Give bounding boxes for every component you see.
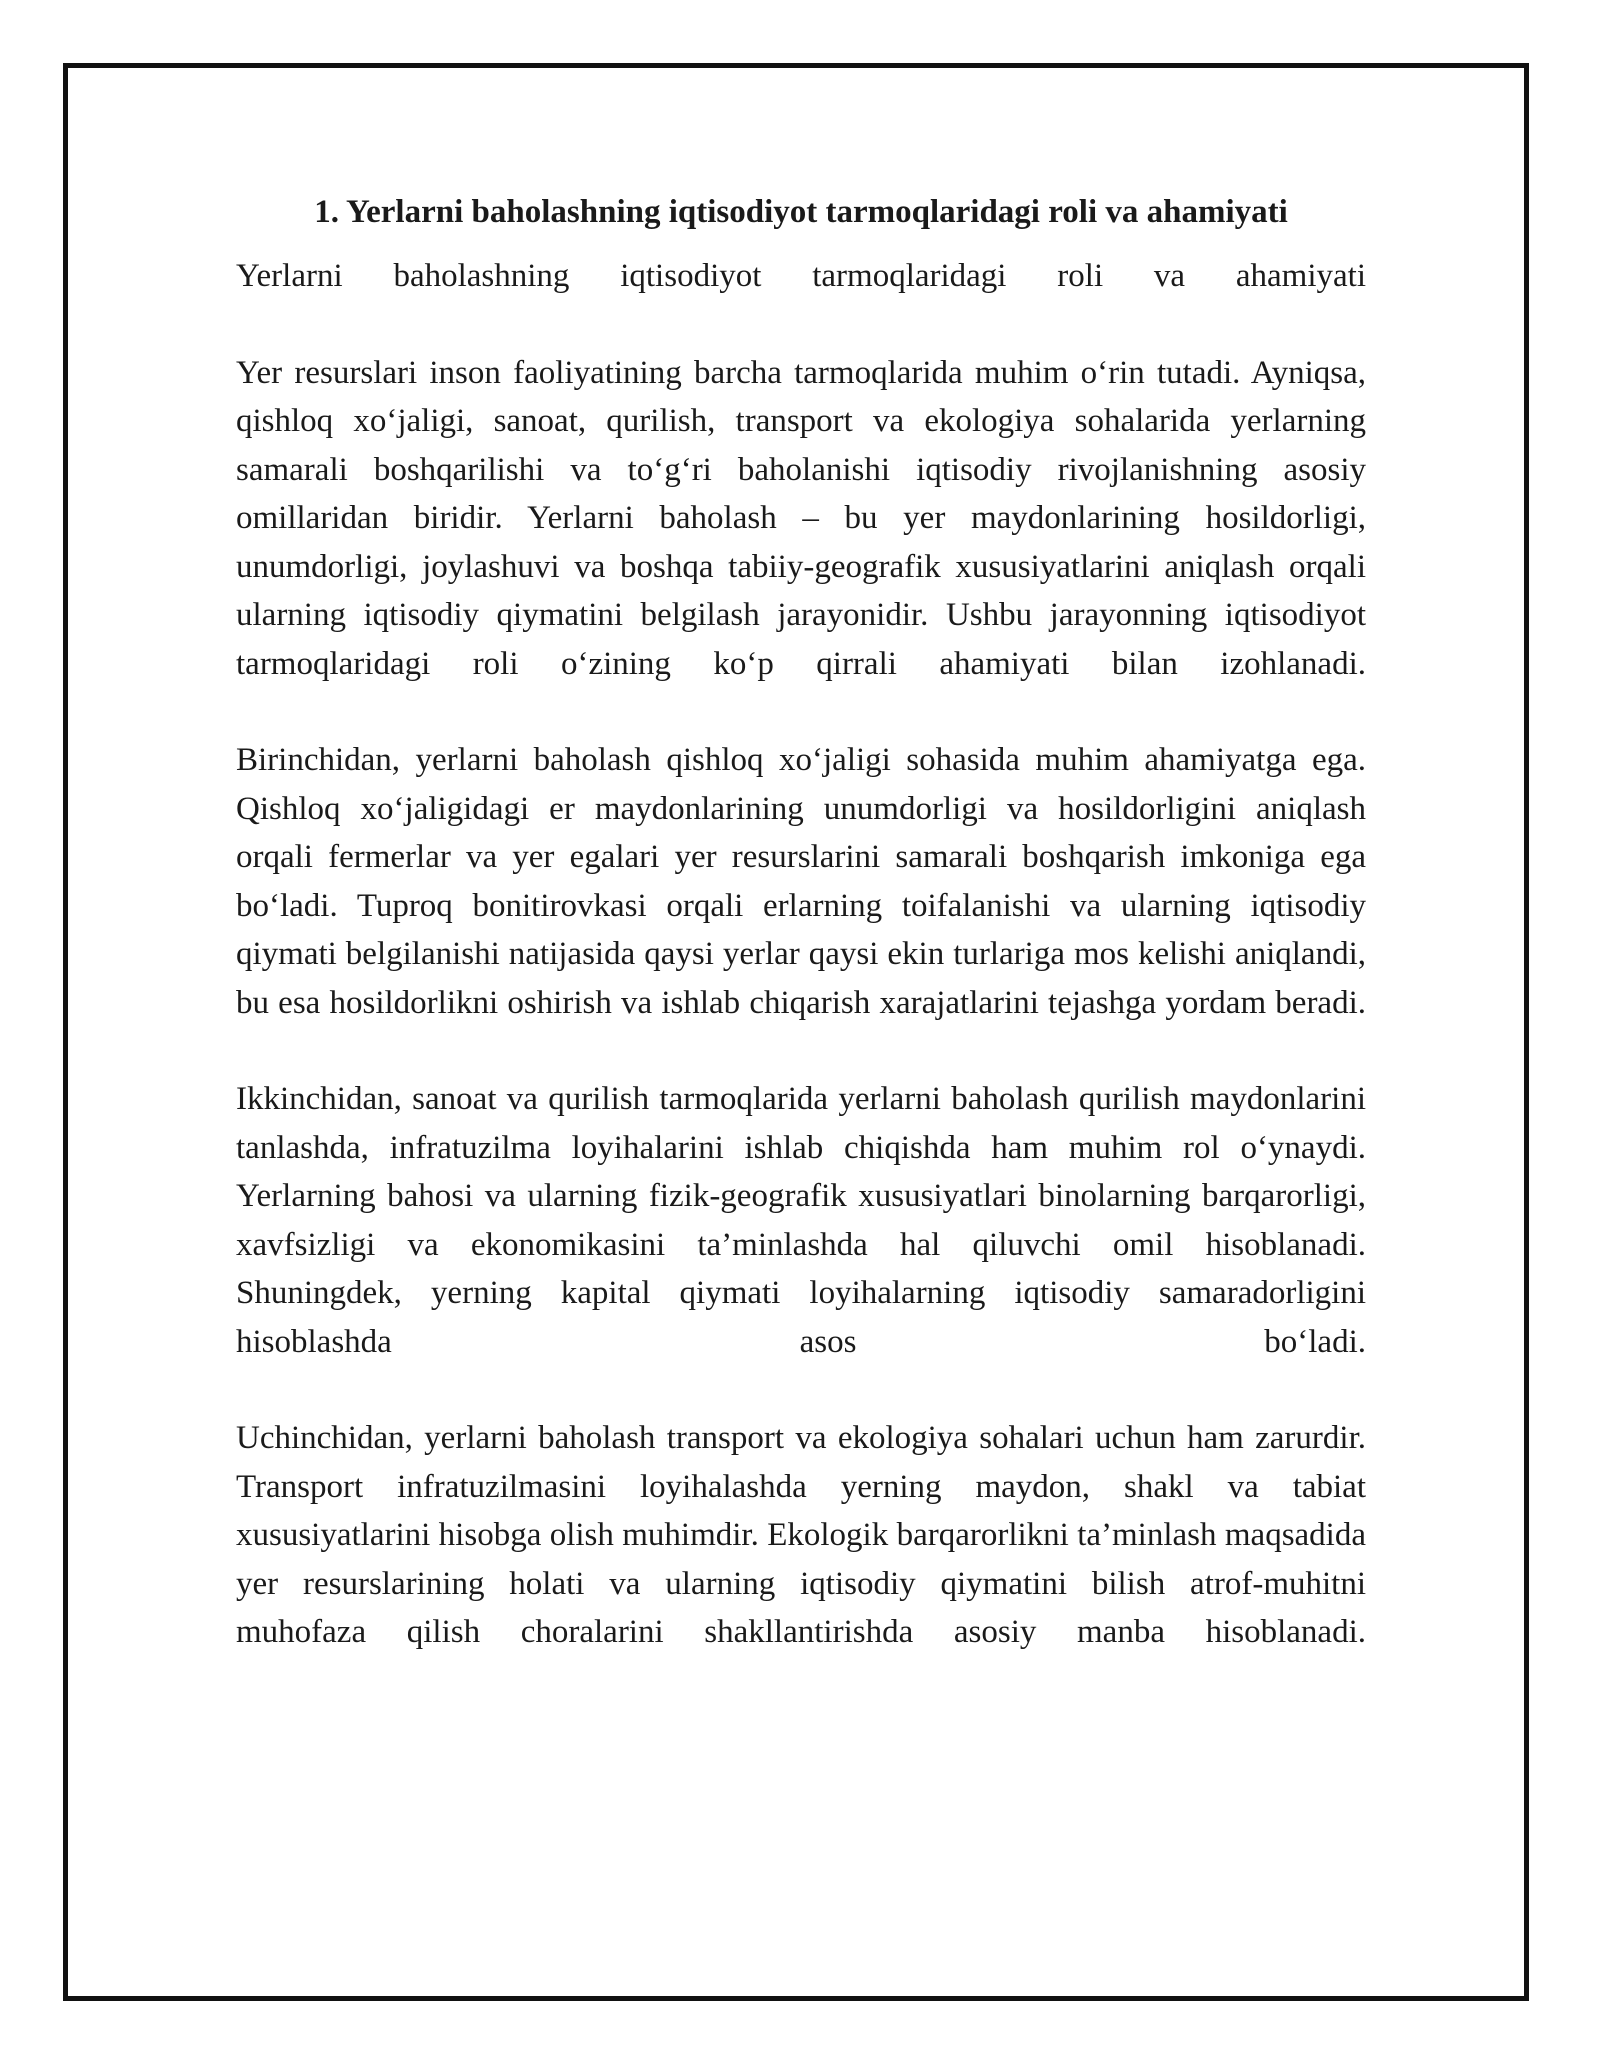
document-body bbox=[236, 186, 1366, 1705]
document-title: 1. Yerlarni baholashning iqtisodiyot tarmoqlaridagi roli va ahamiyati bbox=[314, 194, 1288, 230]
heading-repeat-paragraph: Yerlarni baholashning iqtisodiyot tarmoqlaridagi roli va ahamiyati bbox=[236, 258, 1366, 294]
intro-paragraph: Yer resurslari inson faoliyatining barcha tarmoqlarida muhim o‘rin tutadi. Ayniqsa, qishloq xo‘jaligi, sanoat, qurilish, transport va ekologiya sohalarida yerlarning samarali boshqarilishi va to‘g‘ri baholanishi iqtisodiy rivojlanishning asosiy omillaridan biridir. Yerlarni baholash – bu yer maydonlarining hosildorligi, unumdorligi, joylashuvi va boshqa tabiiy-geografik xususiyatlarini aniqlash orqali ularning iqtisodiy qiymatini belgilash jarayonidir. Ushbu jarayonning iqtisodiyot tarmoqlaridagi roli o‘zining ko‘p qirrali ahamiyati bilan izohlanadi. bbox=[236, 354, 1366, 682]
transport-ecology-paragraph: Uchinchidan, yerlarni baholash transport va ekologiya sohalari uchun ham zarurdir. Transport infratuzilmasini loyihalashda yerning maydon, shakl va tabiat xususiyatlarini hisobga olish muhimdir. Ekologik barqarorlikni ta’minlash maqsadida yer resurslarining holati va ularning iqtisodiy qiymatini bilish atrof-muhitni muhofaza qilish choralarini shakllantirishda asosiy manba hisoblanadi. bbox=[236, 1420, 1366, 1650]
industry-paragraph: Ikkinchidan, sanoat va qurilish tarmoqlarida yerlarni baholash qurilish maydonlarini tanlashda, infratuzilma loyihalarini ishlab chiqishda ham muhim rol o‘ynaydi. Yerlarning bahosi va ularning fizik-geografik xususiyatlari binolarning barqarorligi, xavfsizligi va ekonomikasini ta’minlashda hal qiluvchi omil hisoblanadi. Shuningdek, yerning kapital qiymati loyihalarning iqtisodiy samaradorligini hisoblashda asos bo‘ladi. bbox=[236, 1081, 1366, 1360]
agriculture-paragraph: Birinchidan, yerlarni baholash qishloq xo‘jaligi sohasida muhim ahamiyatga ega. Qishloq xo‘jaligidagi er maydonlarining unumdorligi va hosildorligini aniqlash orqali fermerlar va yer egalari yer resurslarini samarali boshqarish imkoniga ega bo‘ladi. Tuproq bonitirovkasi orqali erlarning toifalanishi va ularning iqtisodiy qiymati belgilanishi natijasida qaysi yerlar qaysi ekin turlariga mos kelishi aniqlandi, bu esa hosildorlikni oshirish va ishlab chiqarish xarajatlarini tejashga yordam beradi. bbox=[236, 742, 1366, 1021]
